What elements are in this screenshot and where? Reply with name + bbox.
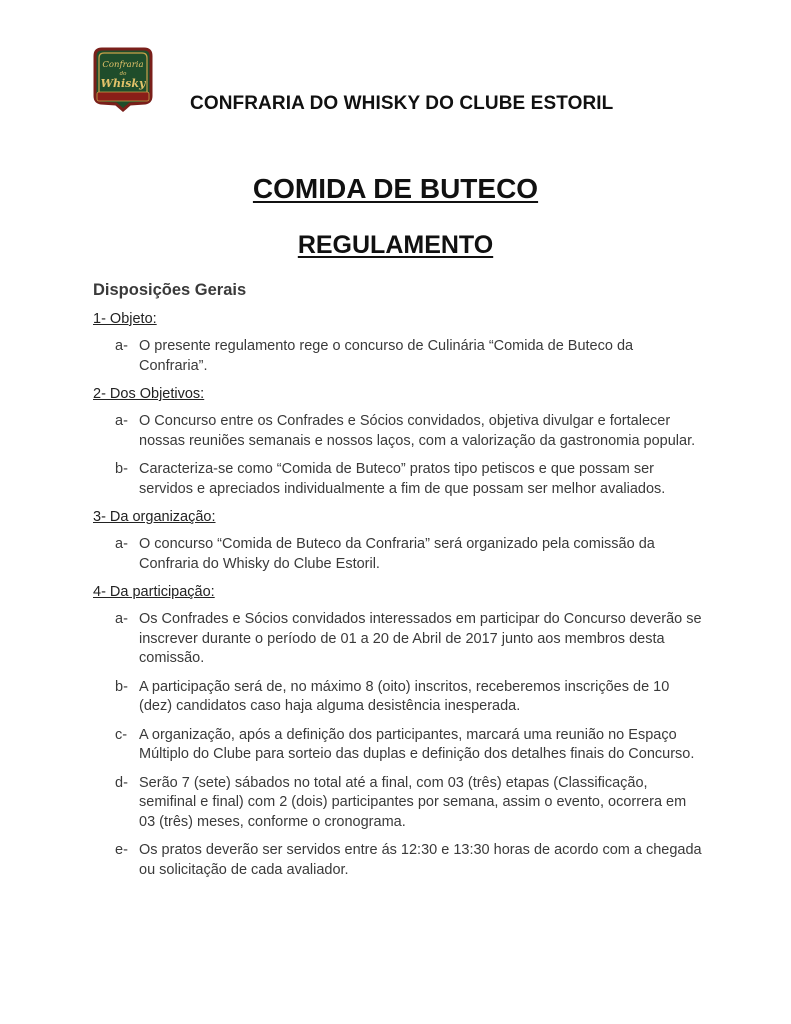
item-text: Caracteriza-se como “Comida de Buteco” pratos tipo petiscos e que possam ser servidos e apreciados individualmente a fim de que possam ser melhor avaliados. xyxy=(139,461,666,497)
item-text: O concurso “Comida de Buteco da Confraria” será organizado pela comissão da Confraria do Whisky do Clube Estoril. xyxy=(139,536,655,572)
item-text: Os Confrades e Sócios convidados interessados em participar do Concurso deverão se inscrever durante o período de 01 a 20 de Abril de 2017 junto aos membros desta comissão. xyxy=(139,611,702,666)
item-text: Serão 7 (sete) sábados no total até a final, com 03 (três) etapas (Classificação, semifinal e final) com 2 (dois) participantes por semana, assim o evento, ocorrera em 03 (três) meses, conforme o cronograma. xyxy=(139,774,687,830)
item-letter: a- xyxy=(115,338,128,354)
item-letter: a- xyxy=(115,611,128,627)
list-item xyxy=(93,841,703,880)
list-item xyxy=(93,610,703,669)
section-heading: 1- Objeto: xyxy=(93,311,157,327)
list-item xyxy=(93,678,703,717)
section-heading: 2- Dos Objetivos: xyxy=(93,386,205,402)
organization-name: CONFRARIA DO WHISKY DO CLUBE ESTORIL xyxy=(190,93,614,114)
list-item xyxy=(93,774,703,833)
item-text: Os pratos deverão ser servidos entre ás 12:30 e 13:30 horas de acordo com a chegada ou solicitação de cada avaliador. xyxy=(139,842,702,878)
svg-text:Whisky: Whisky xyxy=(100,77,146,90)
section-heading: 3- Da organização: xyxy=(93,509,216,525)
svg-text:do: do xyxy=(119,71,127,77)
item-letter: e- xyxy=(115,842,128,858)
section-heading: 4- Da participação: xyxy=(93,584,215,600)
item-letter: d- xyxy=(115,774,128,791)
item-letter: b- xyxy=(115,678,128,695)
regulation-content xyxy=(93,281,703,889)
document-title: COMIDA DE BUTECO xyxy=(252,173,539,204)
item-letter: c- xyxy=(115,726,128,743)
document-subtitle: REGULAMENTO xyxy=(297,231,494,259)
list-item xyxy=(93,460,703,499)
item-text: O Concurso entre os Confrades e Sócios convidados, objetiva divulgar e fortalecer nossas reuniões semanais e nossos laços, com a valorização da gastronomia popular. xyxy=(139,413,696,449)
item-letter: b- xyxy=(115,461,128,477)
item-text: O presente regulamento rege o concurso de Culinária “Comida de Buteco da Confraria”. xyxy=(139,338,634,374)
list-item xyxy=(93,337,703,376)
list-item xyxy=(93,412,703,451)
confraria-logo xyxy=(90,46,156,112)
svg-text:Confraria: Confraria xyxy=(102,60,144,70)
list-item xyxy=(93,726,703,765)
item-letter: a- xyxy=(115,413,128,429)
list-item xyxy=(93,535,703,574)
item-text: A participação será de, no máximo 8 (oito) inscritos, receberemos inscrições de 10 (dez) candidatos caso haja alguma desistência inesperada. xyxy=(139,678,670,714)
general-provisions-heading: Disposições Gerais xyxy=(93,281,247,299)
item-letter: a- xyxy=(115,536,128,552)
item-text: A organização, após a definição dos participantes, marcará uma reunião no Espaço Múltiplo do Clube para sorteio das duplas e definição dos detalhes finais do Concurso. xyxy=(139,726,695,762)
